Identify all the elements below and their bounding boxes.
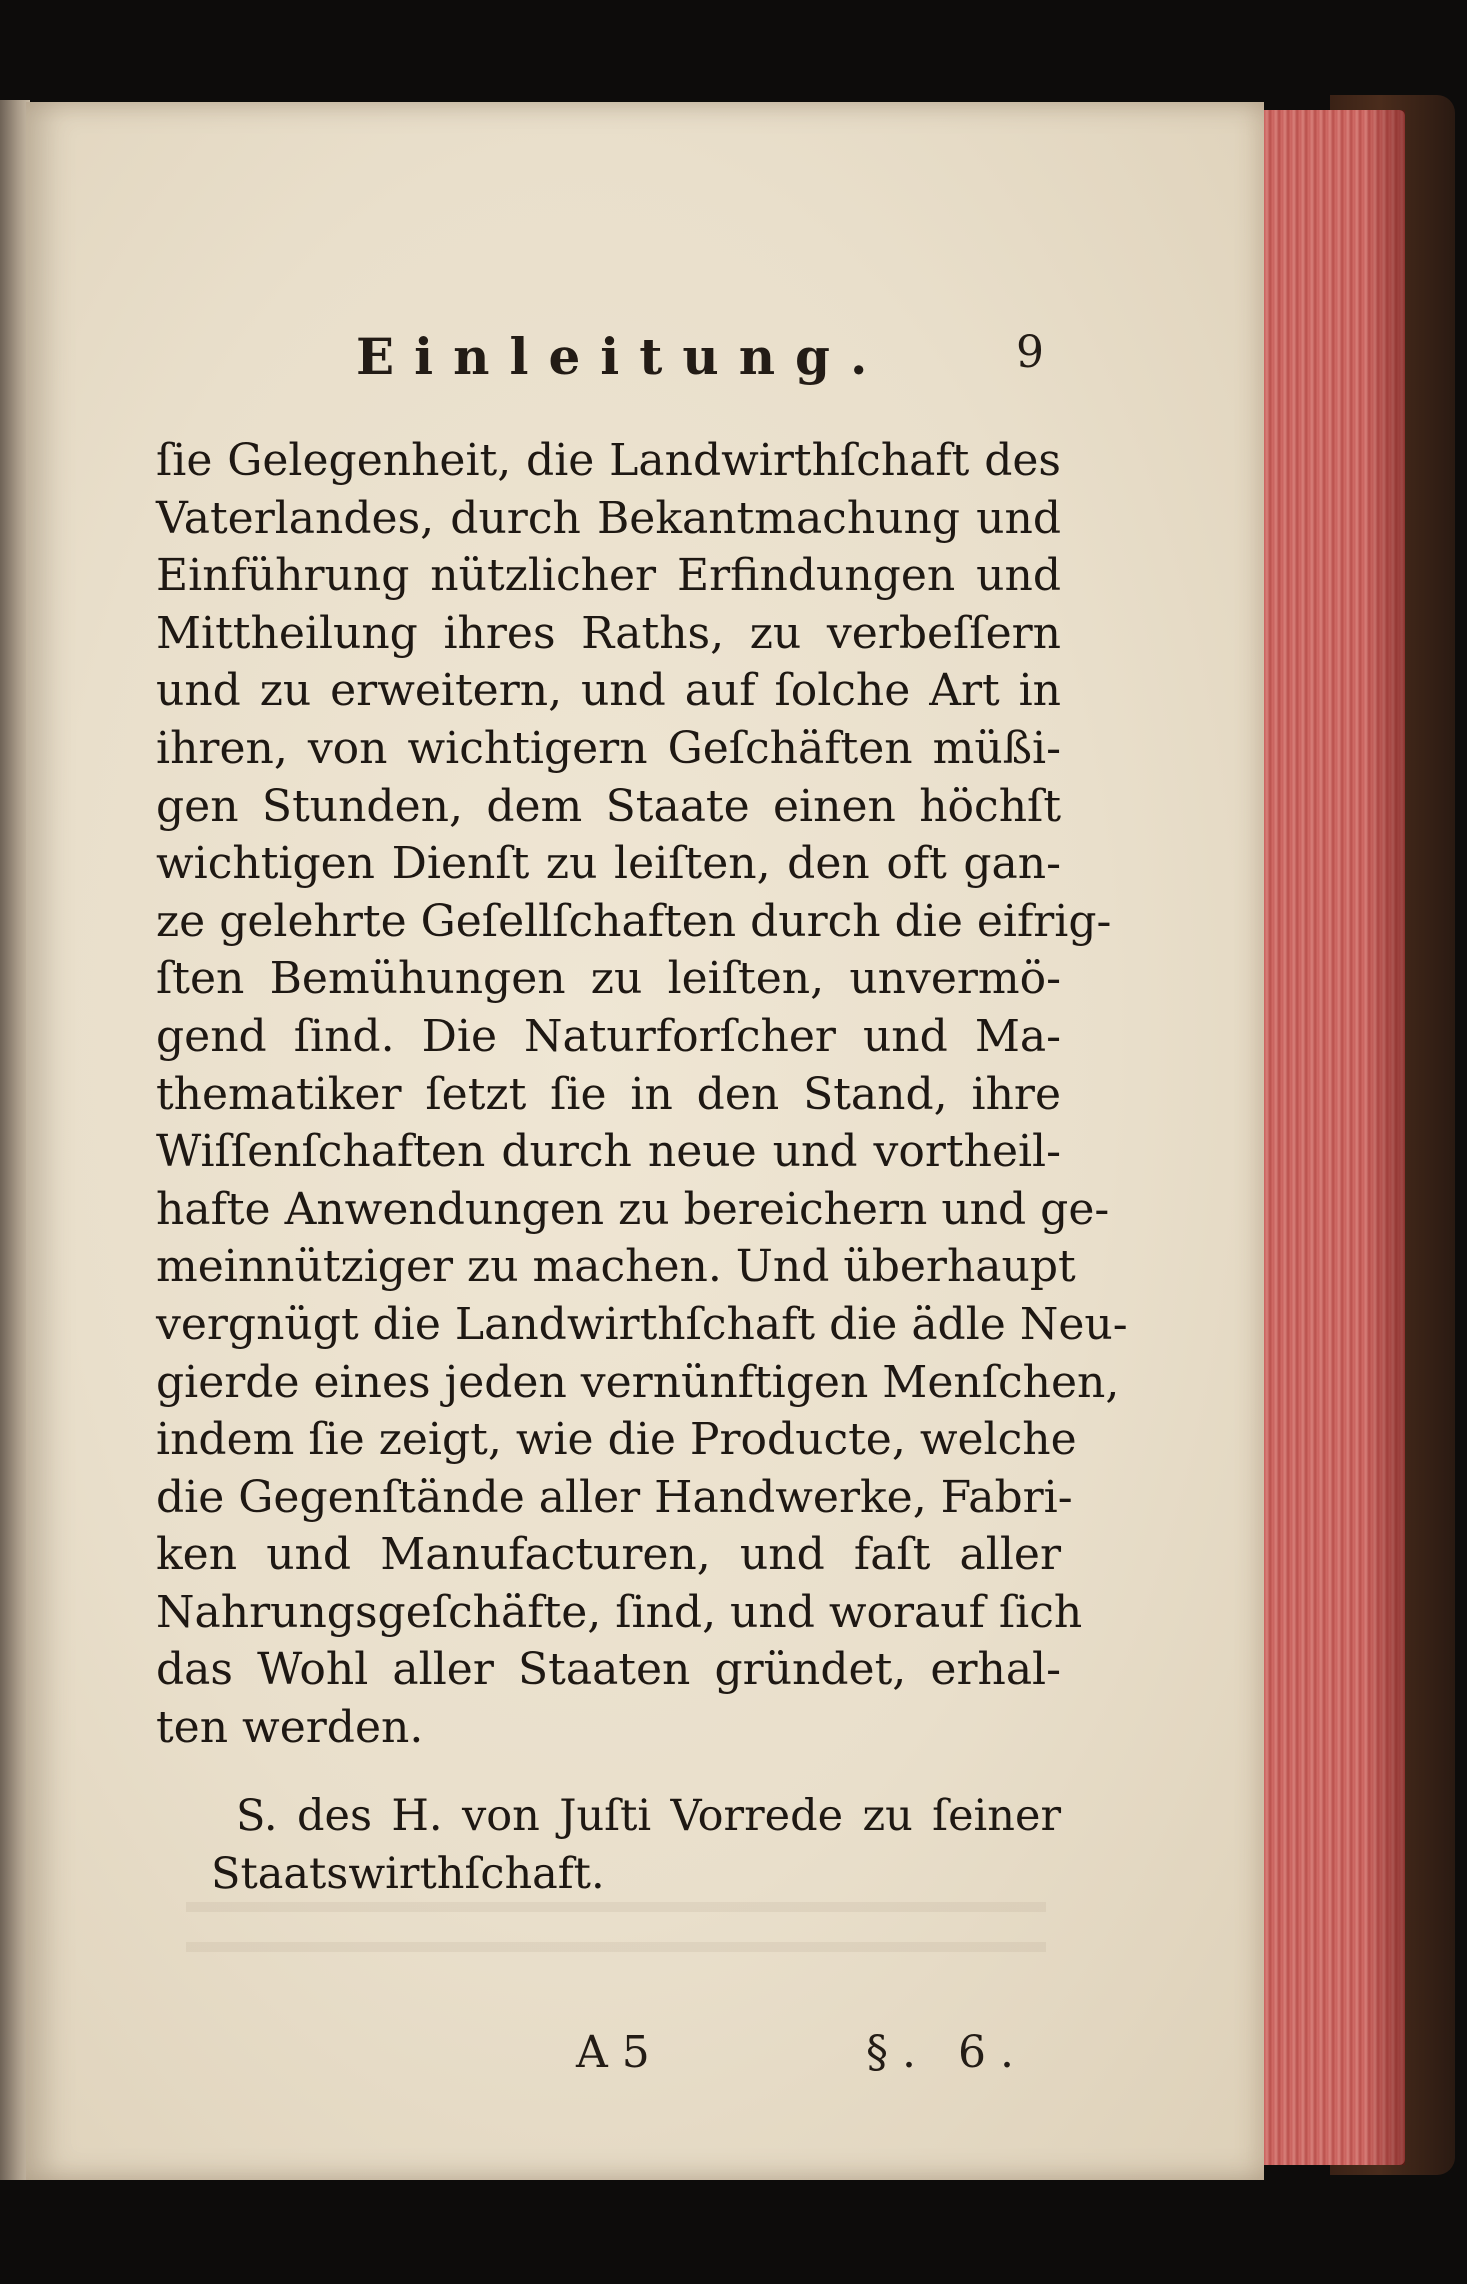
page-footer: [26, 2027, 1264, 2087]
text-line: Nahrungsgeſchäfte, ſind, und worauf ſich: [156, 1586, 1083, 1638]
text-line: Vaterlandes, durch Bekantmachung und: [156, 492, 1061, 544]
text-line: gend ſind. Die Naturforſcher und Ma-: [156, 1010, 1061, 1062]
text-line: hafte Anwendungen zu bereichern und ge-: [156, 1183, 1110, 1235]
text-line: Einführung nützlicher Erfindungen und: [156, 550, 1061, 602]
text-line: ſie Gelegenheit, die Landwirthſchaft des: [156, 435, 1061, 486]
text-line: vergnügt die Landwirthſchaft die ädle Neu-: [156, 1298, 1128, 1350]
text-line: Mittheilung ihres Raths, zu verbeſſern: [156, 607, 1061, 659]
text-line: ze gelehrte Geſellſchaften durch die eifrig-: [156, 895, 1112, 947]
text-line: die Gegenſtände aller Handwerke, Fabri-: [156, 1471, 1073, 1523]
text-line: ken und Manufacturen, und faſt aller: [156, 1529, 1061, 1581]
text-line: indem ſie zeigt, wie die Producte, welche: [156, 1414, 1077, 1466]
show-through-ink: [186, 1902, 1046, 1982]
text-line: ſten Bemühungen zu leiſten, unvermö-: [156, 953, 1061, 1005]
text-line: gierde eines jeden vernünftigen Menſchen,: [156, 1356, 1120, 1408]
catchword: §. 6.: [866, 2027, 1028, 2078]
red-page-edges: [1255, 110, 1405, 2165]
body-text: [156, 432, 1128, 1757]
text-line: wichtigen Dienſt zu leiſten, den oft gan-: [156, 838, 1061, 890]
page-number: 9: [1016, 327, 1044, 378]
signature-mark: A 5: [576, 2027, 650, 2078]
text-line: thematiker ſetzt ſie in den Stand, ihre: [156, 1068, 1061, 1120]
text-line: gen Stunden, dem Staate einen höchſt: [156, 780, 1061, 832]
citation-line-2: Staatswirthſchaft.: [211, 1849, 605, 1899]
text-line: Wiſſenſchaften durch neue und vortheil-: [156, 1126, 1061, 1178]
citation-line-1: S. des H. von Juſti Vorrede zu ſeiner: [236, 1791, 1061, 1841]
text-line: ihren, von wichtigern Geſchäften müßi-: [156, 722, 1061, 774]
book-page: [26, 102, 1264, 2180]
citation: [156, 1787, 1061, 1903]
text-line: meinnütziger zu machen. Und überhaupt: [156, 1241, 1076, 1293]
text-line: das Wohl aller Staaten gründet, erhal-: [156, 1644, 1061, 1696]
running-title: Einleitung.: [356, 327, 888, 386]
text-line: ten werden.: [156, 1702, 424, 1754]
page-header: [26, 327, 1264, 397]
text-line: und zu erweitern, und auf ſolche Art in: [156, 665, 1061, 717]
